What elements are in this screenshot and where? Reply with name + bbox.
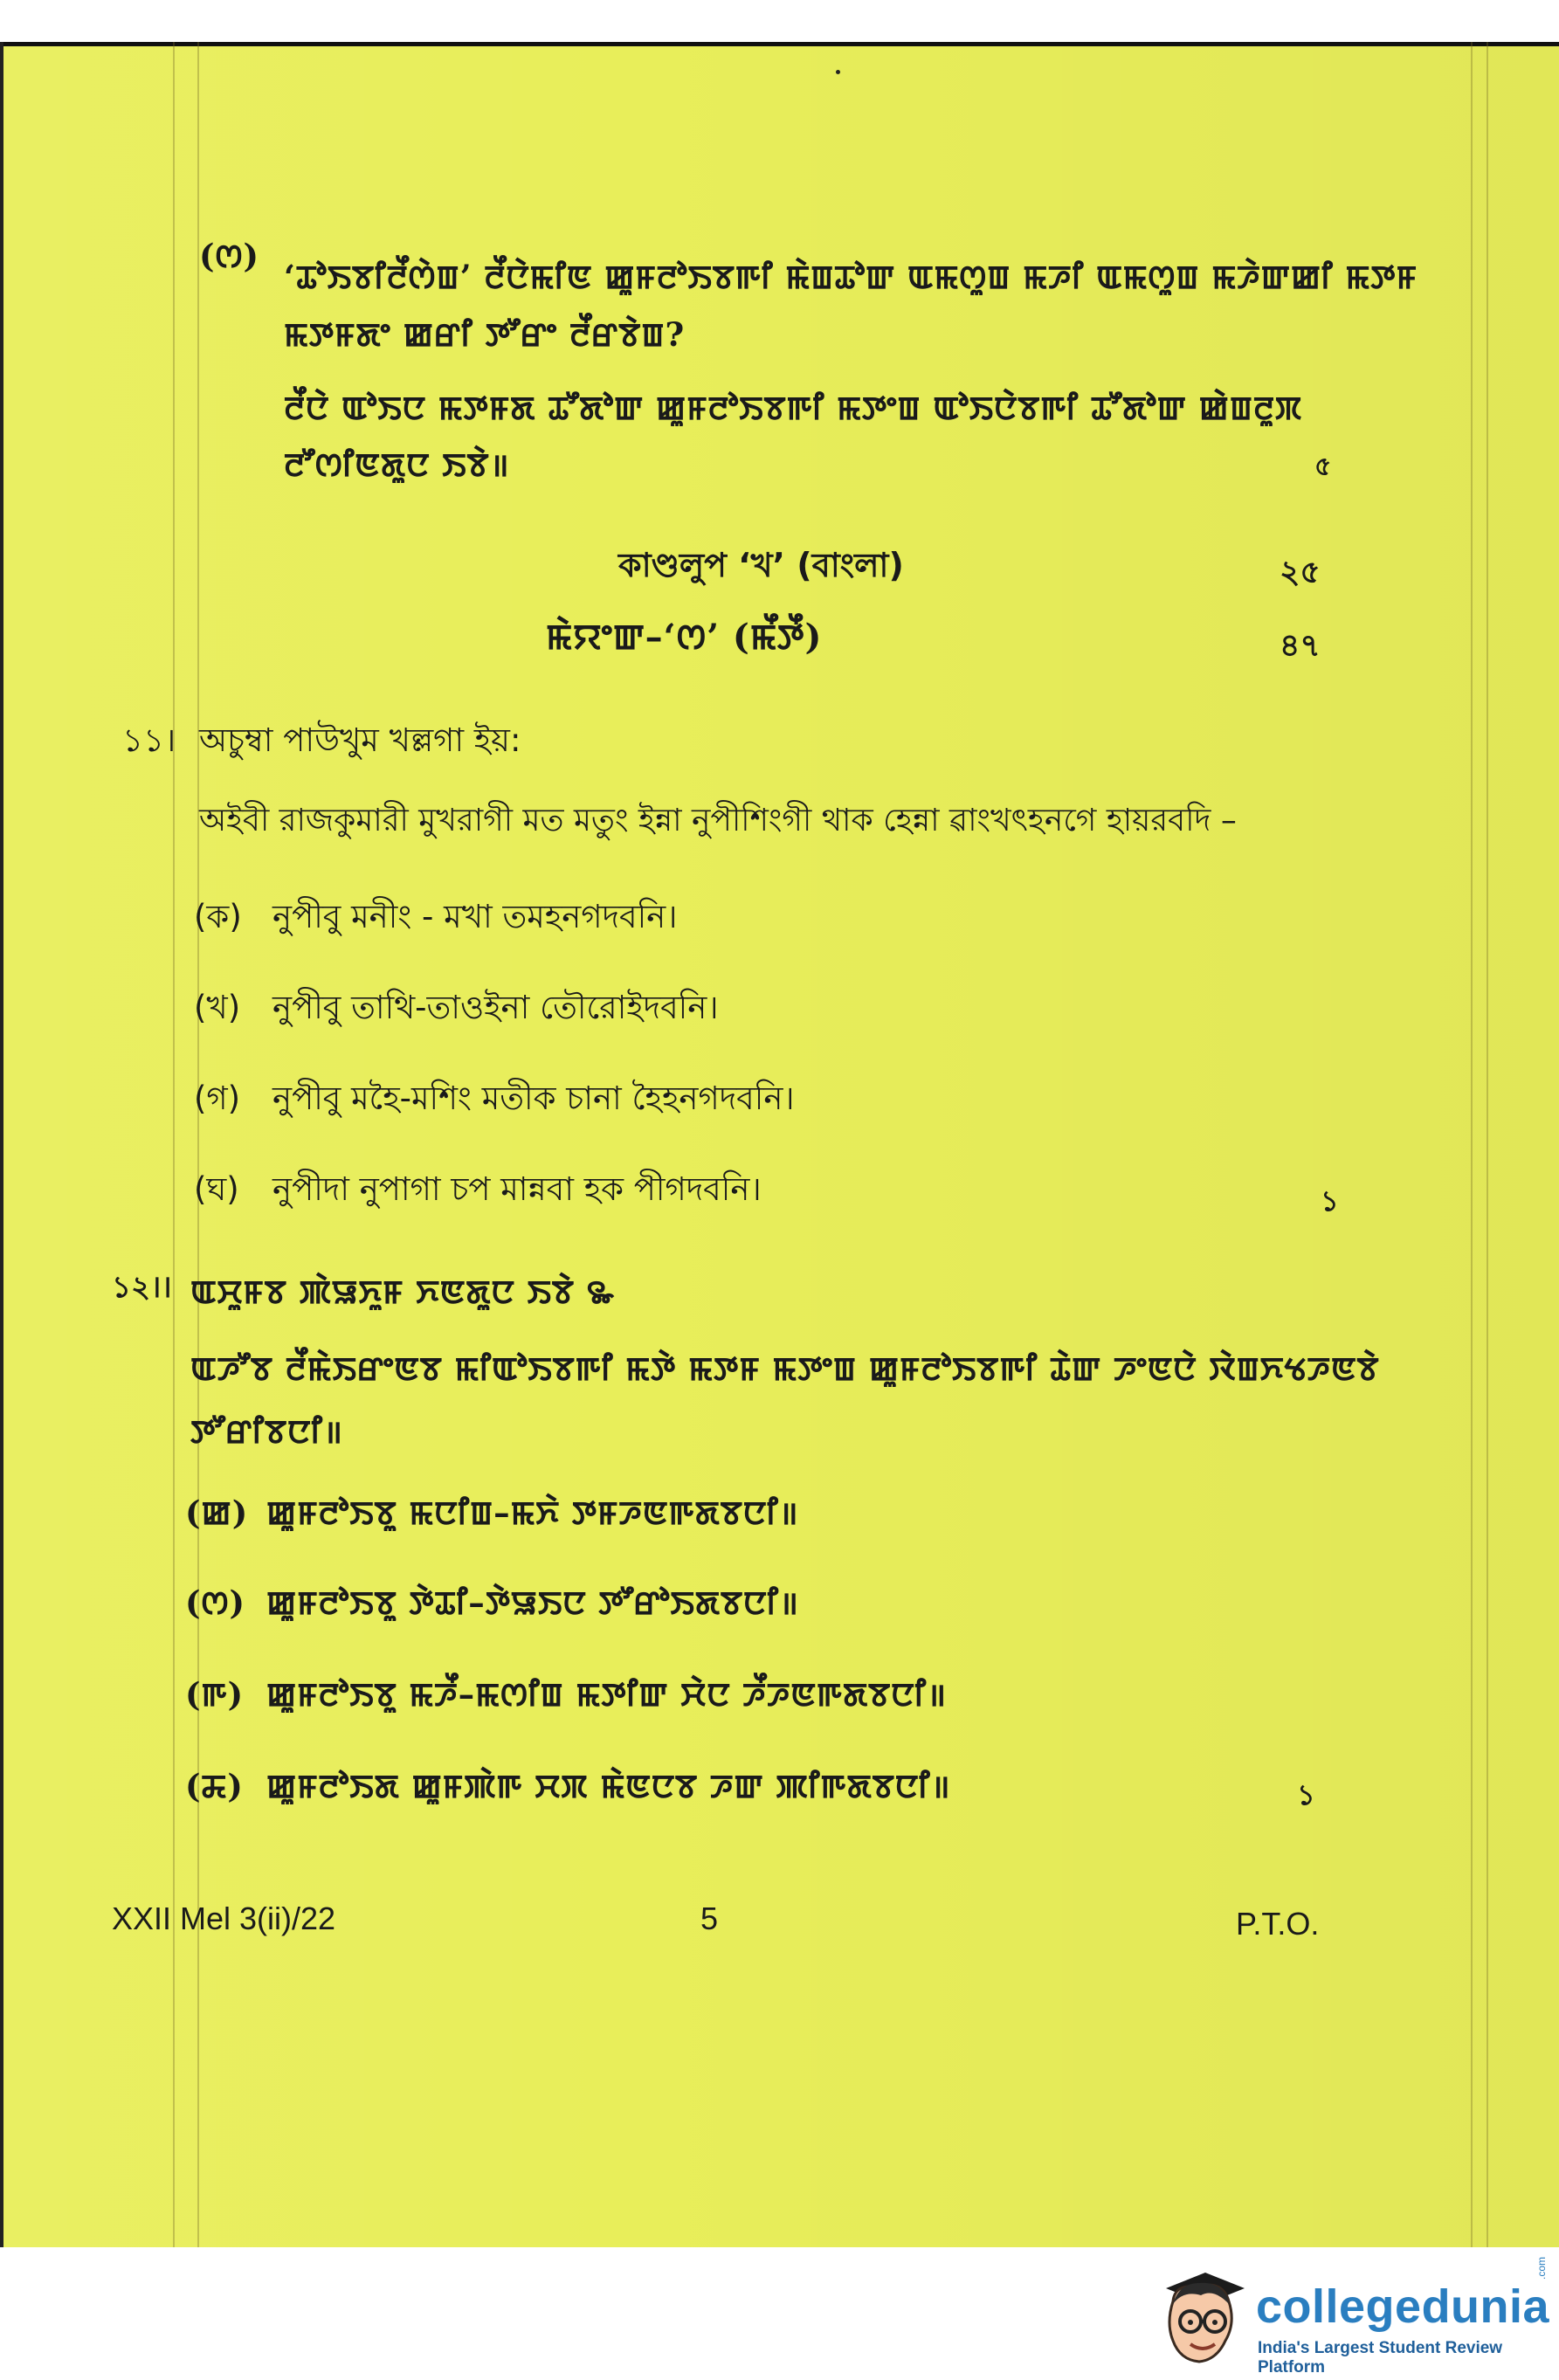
q12-line-1: ꯑꯍꯧꯕ ꯂꯩꯃꯥꯏꯔꯦꯟꯕ ꯃꯤꯑꯣꯏꯕꯒꯤ ꯃꯇꯥ ꯃꯇꯝ ꯃꯇꯦꯡ ꯀꯨꯝꯂꯣꯏꯕꯒꯤ ꯊꯥꯛ ꯍꯦꯟꯅꯥ ꯋꯥꯡꯈꯠꯍꯟꯕꯥ: [190, 1349, 1380, 1388]
collegedunia-tagline: India's Largest Student Review Platform: [1258, 2339, 1503, 2377]
footer-page-number: 5: [700, 1901, 719, 1936]
section-heading-bengali: কাণ্ডলুপ ‘খ’ (বাংলা): [618, 546, 904, 584]
q12-option-d-text: ꯀꯨꯝꯂꯣꯏꯗ ꯀꯨꯝꯄꯥꯒ ꯆꯞ ꯃꯥꯟꯅꯕ ꯍꯛ ꯄꯤꯒꯗꯕꯅꯤ॥: [266, 1767, 951, 1805]
page-left-edge: [0, 42, 3, 2247]
q12-option-d-label: (ꯘ): [185, 1767, 244, 1805]
q10c-line-2: ꯃꯇꯝꯗꯦ ꯀꯔꯤ ꯇꯧꯔꯦ ꯂꯩꯔꯕꯥꯡ?: [284, 315, 686, 354]
page-top-edge: [0, 42, 1559, 46]
q10c-line-4: ꯂꯧꯁꯤꯟꯗꯨꯅ ꯏꯕꯥ॥: [284, 445, 510, 484]
footer-paper-code: XXII Mel 3(ii)/22: [112, 1901, 336, 1936]
q11-prompt: অচুম্বা পাউখুম খল্লগা ইয়:: [199, 721, 521, 759]
page-speck: [836, 70, 840, 74]
q11-number: ১১।: [122, 721, 176, 759]
q11-option-d-text: নুপীদা নুপাগা চপ মান্নবা হক পীগদবনি।: [272, 1170, 762, 1208]
q10c-marks: ৫: [1314, 452, 1332, 482]
collegedunia-brand-text: collegedunia: [1256, 2280, 1550, 2333]
student-mascot-icon: [1149, 2253, 1253, 2376]
q11-option-b-text: নুপীবু তাথি-তাওইনা তৌরোইদবনি।: [272, 989, 719, 1026]
q12-option-b-label: (ꯁ): [185, 1583, 245, 1622]
q10c-marker: (ꯁ): [199, 237, 259, 275]
margin-rule-right: [1471, 42, 1473, 2247]
margin-rule-right-inner: [1487, 42, 1488, 2247]
q12-option-c-text: ꯀꯨꯝꯂꯣꯏꯕꯨ ꯃꯍꯩ–ꯃꯁꯤꯡ ꯃꯇꯤꯛ ꯆꯥꯅ ꯍꯩꯍꯟꯒꯗꯕꯅꯤ॥: [266, 1675, 948, 1714]
q12-prompt: ꯑꯆꯨꯝꯕ ꯄꯥꯎꯈꯨꯝ ꯈꯟꯗꯨꯅ ꯏꯕꯥ ꯳: [190, 1273, 615, 1311]
q12-option-c-label: (ꯒ): [185, 1675, 245, 1714]
q11-marks: ১: [1321, 1184, 1339, 1218]
collegedunia-domain-suffix: .com: [1535, 2256, 1548, 2280]
collegedunia-watermark: [1149, 2253, 1559, 2380]
q11-option-a-text: নুপীবু মনীং - মখা তমহনগদবনি।: [272, 898, 678, 935]
section-heading-bengali-marks: ২৫: [1280, 554, 1321, 590]
section-heading-meitei: ꯃꯥꯌꯦꯛ–‘ꯁ’ (ꯃꯩꯇꯩ): [546, 617, 823, 658]
q11-option-a-label: (ক): [194, 898, 242, 935]
q11-option-c-label: (গ): [194, 1080, 241, 1117]
q12-marks: ১: [1297, 1778, 1315, 1811]
section-heading-meitei-marks: ৪৭: [1280, 627, 1321, 664]
q11-option-b-label: (খ): [194, 989, 241, 1026]
q12-option-b-text: ꯀꯨꯝꯂꯣꯏꯕꯨ ꯇꯥꯊꯤ–ꯇꯥꯎꯏꯅ ꯇꯧꯔꯣꯏꯗꯕꯅꯤ॥: [266, 1583, 800, 1622]
q12-line-2: ꯇꯧꯔꯤꯕꯅꯤ॥: [190, 1412, 344, 1451]
q11-stem: অইবী রাজকুমারী মুখরাগী মত মতুং ইন্না নুপীশিংগী থাক হেন্না ৱাংখৎহনগে হায়রবদি –: [199, 803, 1237, 838]
q12-option-a-text: ꯀꯨꯝꯂꯣꯏꯕꯨ ꯃꯅꯤꯡ–ꯃꯈꯥ ꯇꯝꯍꯟꯒꯗꯕꯅꯤ॥: [266, 1494, 799, 1532]
q12-number: ১২।।: [112, 1270, 172, 1305]
q12-option-a-label: (ꯀ): [185, 1494, 249, 1532]
q11-option-d-label: (ঘ): [194, 1170, 239, 1208]
q11-option-c-text: নুপীবু মহৈ-মশিং মতীক চানা হৈহনগদবনি।: [272, 1080, 795, 1117]
q10c-line-3: ꯂꯩꯅꯥ ꯑꯣꯏꯅ ꯃꯇꯝꯗ ꯊꯧꯗꯣꯛ ꯀꯨꯝꯂꯣꯏꯕꯒꯤ ꯃꯇꯦꯡ ꯑꯣꯏꯅꯥꯕꯒꯤ ꯊꯧꯗꯣꯛ ꯀꯥꯡꯂꯨꯞ: [284, 389, 1303, 427]
q10c-line-1: ‘ꯊꯣꯏꯕꯤꯂꯩꯁꯥꯡ’ ꯂꯩꯅꯥꯃꯤꯟ ꯀꯨꯝꯂꯣꯏꯕꯒꯤ ꯃꯥꯡꯊꯣꯛ ꯑꯃꯁꯨꯡ ꯃꯍꯤ ꯑꯃꯁꯨꯡ ꯃꯍꯥꯛꯀꯤ ꯃꯇꯝ: [284, 258, 1418, 296]
footer-pto: P.T.O.: [1236, 1906, 1320, 1942]
